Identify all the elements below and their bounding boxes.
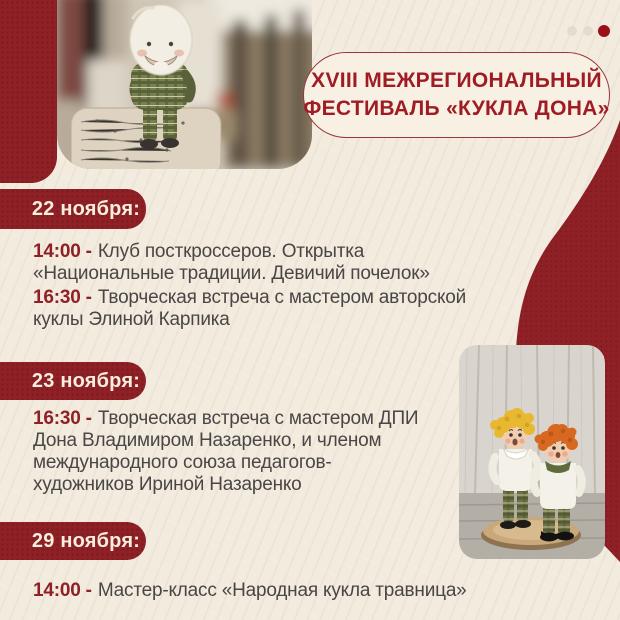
event-text: международного союза педагогов- [33,452,332,473]
event-text: Творческая встреча с мастером авторской [97,287,467,308]
event-line [33,287,466,309]
event-time: 16:30 - [33,287,92,308]
decor-dot-beige-1 [567,26,577,36]
date-badge-label: 29 ноября: [31,529,141,552]
event-time: 16:30 - [33,408,92,429]
title-line-1: XVIII МЕЖРЕГИОНАЛЬНЫЙ [311,69,602,92]
event-time: 14:00 - [33,580,92,601]
doll-photo-illustration [57,0,312,169]
event-text: Творческая встреча с мастером ДПИ [97,408,419,429]
festival-title-card [303,52,610,138]
event-text: «Национальные традиции. Девичий почелок» [33,263,430,284]
event-block [33,287,466,331]
decor-dot-beige-2 [583,26,593,36]
event-line [33,241,430,263]
event-block [33,408,418,496]
date-badge-23-november [0,362,146,400]
event-time: 14:00 - [33,241,92,262]
doll-photo-library [57,0,312,169]
date-badge-29-november [0,522,146,560]
event-text: Клуб посткроссеров. Открытка [97,241,365,262]
decor-dot-red [598,25,610,37]
date-badge-label: 22 ноября: [31,197,141,220]
event-text: художников Ириной Назаренко [33,474,302,495]
dolls-photo-wood [459,345,605,559]
title-line-2: ФЕСТИВАЛЬ «КУКЛА ДОНА» [303,97,610,120]
event-text: куклы Элиной Карпика [33,309,230,330]
event-line [33,408,418,430]
event-block [33,580,467,602]
date-badge-22-november [0,189,146,229]
dolls-photo-illustration [459,345,605,559]
event-line [33,580,467,602]
event-text: Мастер-класс «Народная кукла травница» [97,580,467,601]
left-accent-band [0,0,57,183]
event-block [33,241,430,285]
date-badge-label: 23 ноября: [31,369,141,392]
event-text: Дона Владимиром Назаренко, и членом [33,430,382,451]
